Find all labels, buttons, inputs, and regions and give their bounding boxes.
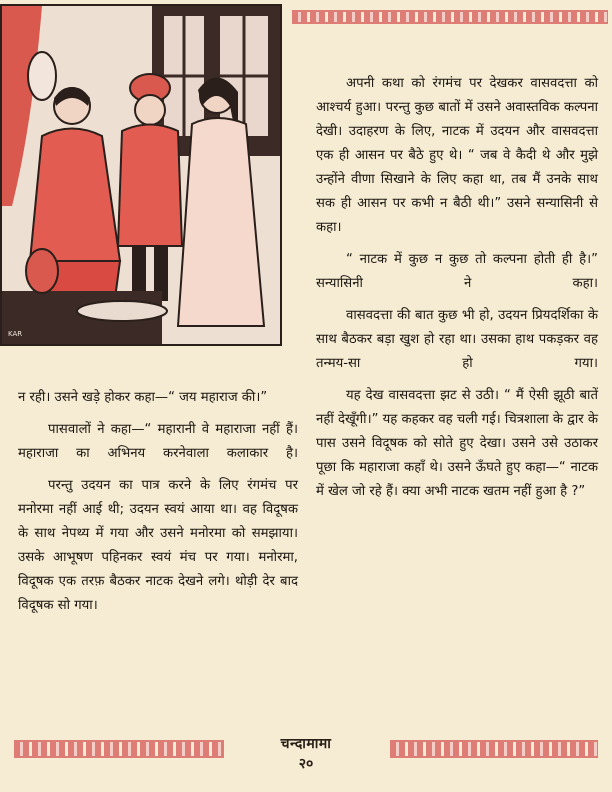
paragraph: वासवदत्ता की बात कुछ भी हो, उदयन प्रियदर्शिका के साथ बैठकर बड़ा खुश हो रहा था। उसका हाथ पकड़कर वह तन्मय-सा हो गया। [316,308,598,371]
top-decorative-border [292,10,608,24]
paragraph: यह देख वासवदत्ता झट से उठी। “ मैं ऐसी झूठी बातें नहीं देखूँगी।” यह कहकर वह चली गई। चित्रशाला के द्वार के पास उसने विदूषक को सोते हुए देखा। उसने उसे उठाकर पूछा कि महाराजा कहाँ थे। उसने ऊँघते हुए कहा—“ नाटक में खेल जो रहे हैं। क्या अभी नाटक खतम नहीं हुआ है ?” [316,388,598,499]
paragraph: परन्तु उदयन का पात्र करने के लिए रंगमंच पर मनोरमा नहीं आई थी; उदयन स्वयं आया था। वह विदूषक के साथ नेपथ्य में गया और उसने मनोरमा को समझाया। उसके आभूषण पहिनकर स्वयं मंच पर गया। मनोरमा, विदूषक एक तरफ़ बैठकर नाटक देखने लगे। थोड़ी देर बाद विदूषक सो गया। [18,478,298,613]
page-number: २० [298,756,314,772]
paragraph: “ नाटक में कुछ न कुछ तो कल्पना होती ही है।” सन्यासिनी ने कहा। [316,252,598,291]
artist-signature: KAR [8,330,23,338]
illustration-drawing [2,6,280,344]
paragraph: न रही। उसने खड़े होकर कहा—“ जय महाराज की।” [18,390,268,405]
magazine-name: चन्दामामा [280,736,332,752]
paragraph: अपनी कथा को रंगमंच पर देखकर वासवदत्ता को आश्चर्य हुआ। परन्तु कुछ बातों में उसने अवास्तविक कल्पना देखी। उदाहरण के लिए, नाटक में उदयन और वासवदत्ता एक ही आसन पर बैठे हुए थे। “ जब वे कैदी थे और मुझे उन्होंने वीणा सिखाने के लिए कहा था, तब मैं उनके साथ सक ही आसन पर कभी न बैठी थी।” उसने सन्यासिनी से कहा। [316,76,598,235]
paragraph: पासवालों ने कहा—“ महारानी वे महाराजा नहीं हैं। महाराजा का अभिनय करनेवाला कलाकार है। [18,422,298,461]
story-illustration [0,4,282,346]
left-text-column [18,386,298,618]
right-text-column [316,72,598,504]
